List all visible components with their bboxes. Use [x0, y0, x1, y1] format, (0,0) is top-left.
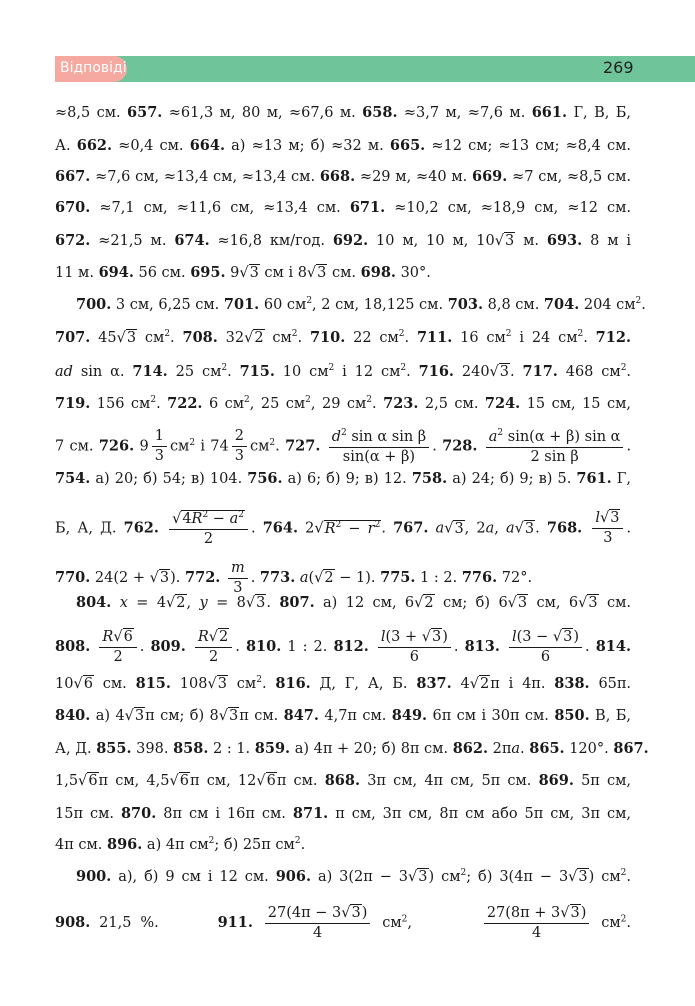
answer-line: 700. 3 см, 6,25 см. 701. 60 $см^2$, 2 см, 18,125 см. 703. 8,8 см. 704. 204 $см^2$. — [76, 296, 646, 313]
answer-line: 804. x = 4√2, y = 8√3. 807. а) 12 см, 6√2 см; б) 6√3 см, 6√3 см. — [76, 594, 632, 611]
section-title: Відповіді — [60, 60, 127, 76]
answer-line: 1,5√6π см, 4,5√6π см, 12√6π см. 868. 3π см, 4π см, 5π см. 869. 5π см, — [55, 772, 632, 789]
answer-line: Б, А, Д. 762. $\frac{√4R^2 - a^2}{2}$ . 764. $2√R^2 - r^2$. 767. a√3, 2a, a√3. 768. $\frac{l√3}{3}$ . — [55, 510, 632, 547]
answer-line: А, Д. 855. 398. 858. 2 : 1. 859. а) 4π + 20; б) 8π см. 862. 2πa. 865. 120°. 867. — [55, 740, 649, 757]
answer-line: 840. а) 4√3π см; б) 8√3π см. 847. 4,7π см. 849. 6π см і 30π см. 850. В, Б, — [55, 707, 631, 724]
answer-line: ≈8,5 см. 657. ≈61,3 м, 80 м, ≈67,6 м. 658. ≈3,7 м, ≈7,6 м. 661. Г, В, Б, — [55, 104, 631, 121]
answer-line: 908. 21,5 %. 911. $\frac{27(4\pi - 3√3)}{4}$ $см^2$, $\frac{27(8\pi + 3√3)}{4}$ $см^2$. — [55, 905, 632, 941]
answer-line: 10√6 см. 815. 108√3 $см^2$. 816. Д, Г, А, Б. 837. 4√2π і 4π. 838. 65π. — [55, 675, 632, 692]
answer-line: 667. ≈7,6 см, ≈13,4 см, ≈13,4 см. 668. ≈29 м, ≈40 м. 669. ≈7 см, ≈8,5 см. — [55, 168, 631, 185]
answer-line: 808. $\frac{R√6}{2}$ . 809. $\frac{R√2}{2}$ . 810. 1 : 2. 812. $\frac{l(3 + √3)}{6}$ . 813. $\frac{l(3 - √3)}{6}$ . 814. — [55, 629, 632, 665]
answer-line: 770. 24(2 + √3). 772. $\frac{m}{3}$ . 773. a(√2 − 1). 775. 1 : 2. 776. 72°. — [55, 560, 533, 596]
answer-line: 900. а), б) 9 см і 12 см. 906. а) 3(2π − 3√3) $см^2$; б) 3(4π − 3√3) $см^2$. — [76, 868, 631, 885]
answer-line: 4π см. 896. а) 4π $см^2$; б) 25π $см^2$. — [55, 836, 306, 853]
answer-line: 670. ≈7,1 см, ≈11,6 см, ≈13,4 см. 671. ≈10,2 см, ≈18,9 см, ≈12 см. — [55, 199, 631, 216]
answer-line: 719. 156 $см^2$. 722. 6 $см^2$, 25 $см^2$, 29 $см^2$. 723. 2,5 см. 724. 15 см, 15 см, — [55, 395, 632, 412]
answer-line: 7 см. 726. 9 $\frac{1}{3}$ $см^2$ і 74 $\frac{2}{3}$ $см^2$. 727. $\frac{d^2 \sin \alpha \sin \beta}{\sin(\alpha + \beta)}$ . 728. $\frac{a^2 \sin(\alpha + \beta) \sin \alpha}{\text{2 sin β}}$ . — [55, 428, 632, 465]
answer-line: ad sin α. 714. 25 $см^2$. 715. 10 $см^2$ і 12 $см^2$. 716. 240√3. 717. 468 $см^2$. — [55, 363, 632, 380]
answer-line: А. 662. ≈0,4 см. 664. а) ≈13 м; б) ≈32 м. 665. ≈12 см; ≈13 см; ≈8,4 см. — [55, 137, 631, 154]
answer-line: 11 м. 694. 56 см. 695. 9√3 см і 8√3 см. 698. 30°. — [55, 264, 431, 281]
page-number: 269 — [603, 58, 634, 77]
answer-line: 754. а) 20; б) 54; в) 104. 756. а) 6; б) 9; в) 12. 758. а) 24; б) 9; в) 5. 761. Г, — [55, 470, 632, 487]
answer-line: 672. ≈21,5 м. 674. ≈16,8 км/год. 692. 10 м, 10 м, 10√3 м. 693. 8 м і — [55, 232, 632, 249]
answer-line: 15π см. 870. 8π см і 16π см. 871. π см, 3π см, 8π см або 5π см, 3π см, — [55, 805, 631, 822]
answer-line: 707. 45√3 $см^2$. 708. 32√2 $см^2$. 710. 22 $см^2$. 711. 16 $см^2$ і 24 $см^2$. 712. — [55, 329, 631, 346]
